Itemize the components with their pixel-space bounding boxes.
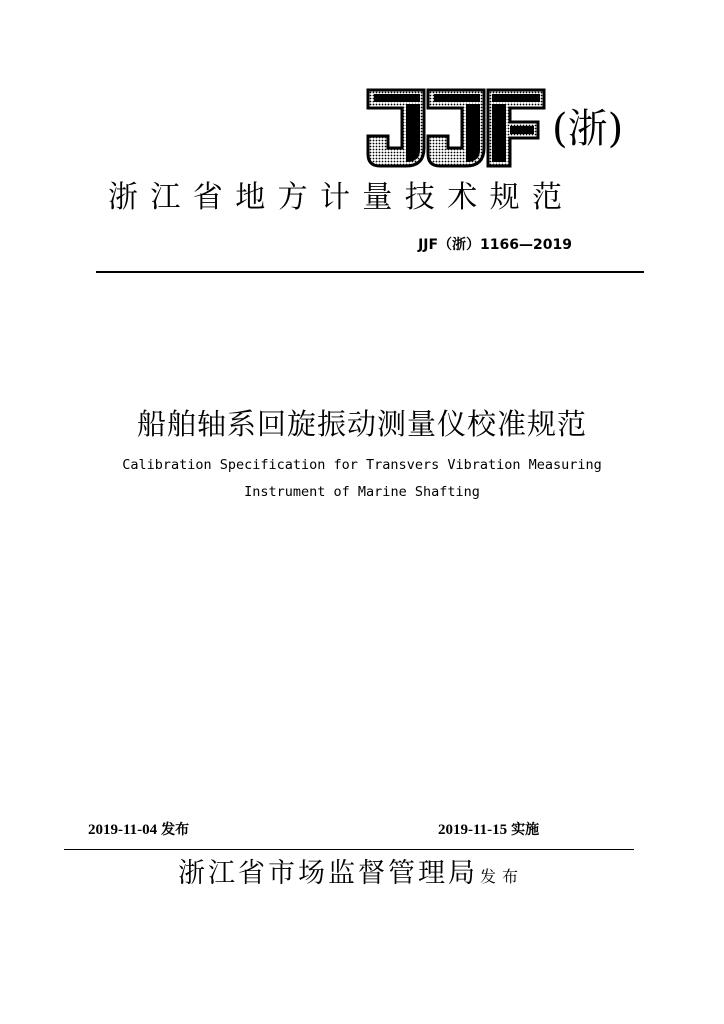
issuer-suffix: 发布 [480,867,525,886]
issue-date-line [88,820,189,840]
implementation-date: 2019-11-15 [438,822,508,838]
issue-date: 2019-11-04 [88,822,158,838]
document-title-en-line2: Instrument of Marine Shafting [244,484,480,500]
bottom-divider [64,849,634,850]
document-title-zh: 船舶轴系回旋振动测量仪校准规范 [136,407,587,441]
issuer-name: 浙江省市场监督管理局 [178,858,478,889]
jjf-logo [366,88,546,168]
implementation-date-line [438,820,539,840]
standard-number: JJF（浙）1166—2019 [418,237,572,253]
logo-suffix: (浙) [552,106,624,152]
issue-label: 发布 [161,822,190,838]
issuer-line [178,856,524,895]
implementation-label: 实施 [511,822,540,838]
series-title: 浙江省地方计量技术规范 [108,180,575,215]
top-divider [96,271,644,273]
document-title-en-line1: Calibration Specification for Transvers Vibration Measuring [122,457,602,473]
